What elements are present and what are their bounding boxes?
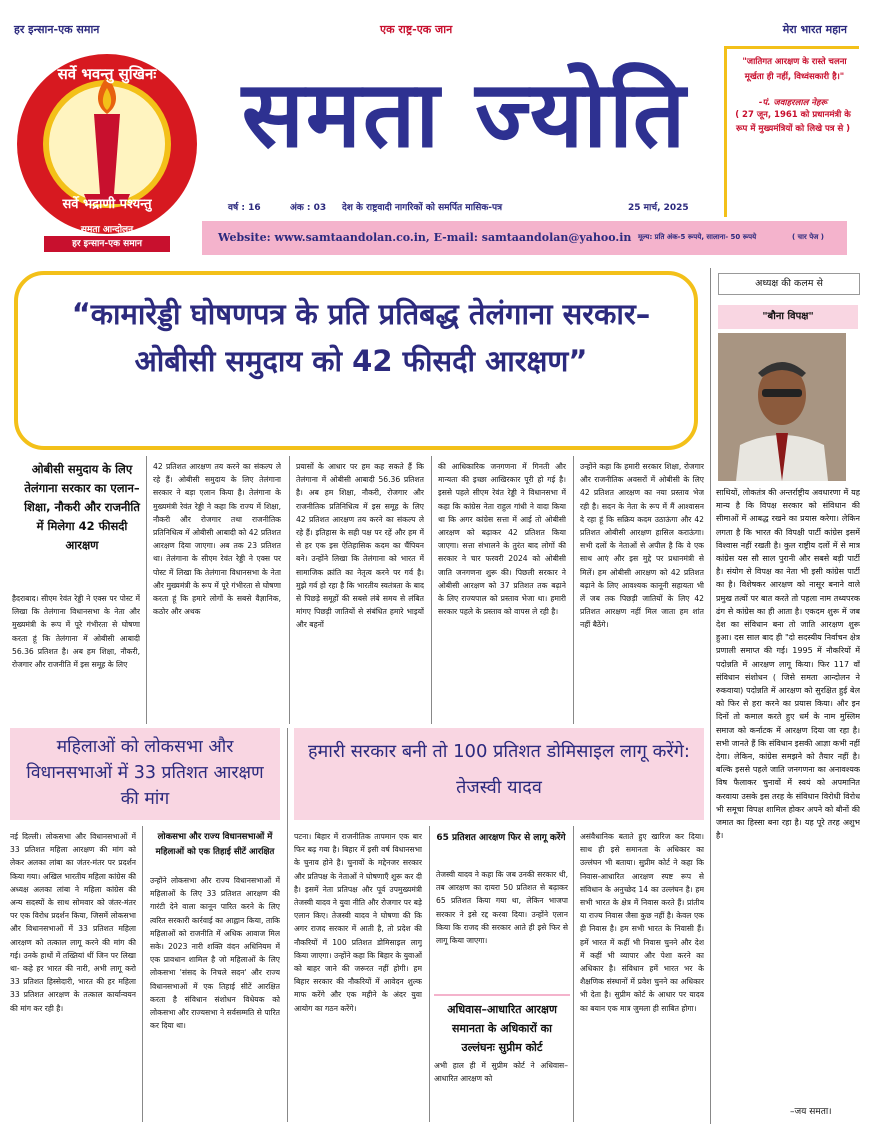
tejashwi-col-2-heading: 65 प्रतिशत आरक्षण फिर से लागू करेंगे [436, 833, 566, 843]
logo-org: समता आन्दोलन [80, 225, 134, 235]
logo-bottom-text: सर्वे भद्राणी पश्यन्तु [62, 197, 152, 212]
editorial-header: अध्यक्ष की कलम से [718, 273, 860, 295]
issue-year: वर्ष : 16 [228, 203, 261, 213]
lead-col-1: हैदराबाद। सीएम रेवंत रेड्डी ने एक्स पर पोस्ट में लिखा कि तेलंगाना विधानसभा के नेता और मुख्यमंत्री के रूप में पूरे गंभीरता से घोषणा करता हूं कि तेलंगाना में ओबीसी आबादी 56.36 प्रतिशत है। अब हम शिक्षा, नौकरी, रोजगार और राजनीति में इस समूह के लिए [12, 594, 140, 670]
tejashwi-col-2: तेजस्वी यादव ने कहा कि जब उनकी सरकार थी, तब आरक्षण का दायरा 50 प्रतिशत से बढ़ाकर 65 प्रतिशत किया गया था, लेकिन भाजपा सरकार ने इसे रद्द करवा दिया। उन्होंने एलान किया कि राजद की सरकार आते ही इसे फिर से लागू किया जाएगा। [436, 870, 568, 946]
domicile-box [434, 994, 570, 1122]
top-center-slogan: एक राष्ट्र-एक जान [380, 23, 453, 36]
lead-subhead: ओबीसी समुदाय के लिए तेलंगाना सरकार का एलान– शिक्षा, नौकरी और राजनीति में मिलेगा 42 फीसदी आरक्षण [24, 462, 140, 552]
lead-col-2: 42 प्रतिशत आरक्षण तय करने का संकल्प ले रहे हैं। ओबीसी समुदाय के लिए तेलंगाना सरकार ने बड़ा एलान किया है। तेलंगाना के मुख्यमंत्री रेवंत रेड्डी ने कहा कि राज्य में शिक्षा, नौकरी और रोजगार तथा राजनीतिक प्रतिनिधित्व में ओबीसी आबादी को 42 प्रतिशत आरक्षण दिया जाएगा। अब तक 23 प्रतिशत था। तेलंगाना के सीएम रेवंत रेड्डी ने एक्स पर पोस्ट में लिखा कि तेलंगाना विधानसभा के नेता और मुख्यमंत्री के रूप में पूरे गंभीरता से घोषणा करता हूं कि हमारे लोगों के सबसे वैज्ञानिक, कठोर और अथक [153, 462, 281, 617]
quote-text: "जातिगत आरक्षण के रास्ते चलना मूर्खता ही नहीं, विध्वंसकारी है।" [742, 57, 847, 82]
nehru-quote-box [724, 46, 859, 217]
website-contact: Website: www.samtaandolan.co.in, E-mail: samtaandolan@yahoo.in [218, 231, 632, 244]
masthead-title: समता ज्योति [241, 60, 688, 168]
lead-col-5: उन्होंने कहा कि हमारी सरकार शिक्षा, रोजगार और राजनीतिक अवसरों में ओबीसी के लिए 42 प्रतिशत आरक्षण का नया प्रस्ताव भेज रही है। सदन के नेता के रूप में मैं आश्वासन दे रहा हूं कि सक्रिय कदम उठाऊंगा और 42 प्रतिशत ओबीसी आरक्षण हासिल कराऊंगा। सभी दलों के नेताओं से अपील है कि वे एक साथ आएं और इस मुद्दे पर प्रधानमंत्री से मिलें। हम ओबीसी आरक्षण को 42 प्रतिशत बढ़ाने के लिए आवश्यक कानूनी सहायता भी लें जब तक पिछड़ी जातियों के लिए 42 प्रतिशत आरक्षण नहीं मिल जाता हम शांत नहीं बैठेंगे। [580, 462, 704, 630]
issue-number: अंक : 03 [290, 203, 327, 213]
quote-context: ( 27 जून, 1961 को प्रधानमंत्री के रूप में मुख्यमंत्रियों को लिखे पत्र से ) [735, 110, 851, 134]
lead-col-3: प्रयासों के आधार पर हम कह सकते हैं कि तेलंगाना में ओबीसी आबादी 56.36 प्रतिशत है। अब हम शिक्षा, नौकरी, रोजगार और राजनीतिक प्रतिनिधित्व में इस समूह के लिए 42 प्रतिशत आरक्षण तय करने का संकल्प ले रहे हैं। इतिहास के सही पक्ष पर रहें और हम में से हर एक इस ऐतिहासिक कदम का चैंपियन बने। उन्होंने लिखा कि तेलंगाना को भारत में सामाजिक क्रांति का नेतृत्व करने पर गर्व है। मुझे गर्व हो रहा है कि भारतीय स्वतंत्रता के बाद से पिछड़े समूहों की सबसे लंबे समय से लंबित मांगए पिछड़ी जातियों से संबंधित हमारे भाइयों और बहनों [296, 462, 424, 630]
women-headline-box [10, 728, 280, 820]
tejashwi-col-1: पटना। बिहार में राजनीतिक तापमान एक बार फिर बढ़ गया है। बिहार में इसी वर्ष विधानसभा के चुनाव होने है। चुनावों के मद्देनजर सरकार और प्रतिपक्ष के नेताओं ने घोषणाएँ शुरू कर दी है। इसमें नेता प्रतिपक्ष और पूर्व उपमुख्यमंत्री तेजस्वी यादव ने युवा नीति और रोजगार पर बड़े एलान किए। तेजस्वी यादव ने घोषणा की कि अगर राजद सरकार में आती है, तो प्रदेश की नौकरियों में 100 प्रतिशत डोमिसाइल लागू किया जाएगा। उन्होंने कहा कि बिहार के युवाओं को बाहर जाने की जरूरत नहीं होगी। हम बिहार सरकार की नौकरियों में आवेदन शुल्क माफ करेंगे और एक महीने के अंदर युवा आयोग का गठन करेंगे। [294, 832, 422, 1013]
editorial-sign: –जय समता। [790, 1107, 832, 1117]
masthead-description: देश के राष्ट्रवादी नागरिकों को समर्पित मासिक-पत्र [342, 203, 503, 213]
lead-headline-box [14, 271, 698, 450]
price-info: मूल्य: प्रति अंक-5 रूपये, सालाना- 50 रूपये [638, 233, 757, 241]
women-col-1: नई दिल्ली। लोकसभा और विधानसभाओं में 33 प्रतिशत महिला आरक्षण की मांग को लेकर अलका लांबा का जंतर-मंतर पर प्रदर्शन किया गया। अखिल भारतीय महिला कांग्रेस की अध्यक्ष अलका लांबा ने महिला कांग्रेस की अन्य सदस्यों के साथ सोमवार को जंतर-मंतर पर एक विरोध प्रदर्शन किया, जिसमें लोकसभा और विधानसभाओं में 33 प्रतिशत महिला आरक्षण को तत्काल लागू करने की मांग की गई। उनके हाथों में तख्तियां थीं जिन पर लिखा था- कहे हर भारत की नारी, अभी लागू करो 33 प्रतिशत हिस्सेदारी, भारत की हर महिला 33 प्रतिशत आरक्षण के तत्काल कार्यान्वयन की मांग कर रही है। [10, 832, 136, 1013]
logo-tagline: हर इन्सान-एक समान [44, 236, 170, 252]
women-col-2: उन्होंने लोकसभा और राज्य विधानसभाओं में महिलाओं के लिए 33 प्रतिशत आरक्षण की गारंटी देने वाला कानून पारित करने के लिए त्वरित सरकारी कार्रवाई का आह्वान किया, ताकि महिलाओं को राजनीति में अधिक आवाज मिल सके। 2023 नारी शक्ति वंदन अधिनियम में एक प्रावधान शामिल है जो महिलाओं के लिए लोकसभा 'संसद के निचले सदन' और राज्य विधानसभाओं में एक तिहाई सीटें आरक्षित करता है संविधान संशोधन विधेयक को लोकसभा और राज्यसभा ने सर्वसम्मति से पारित कर दिया था। [150, 876, 280, 1031]
logo [14, 44, 200, 256]
page-count: ( चार पेज ) [792, 233, 825, 241]
top-right-slogan: मेरा भारत महान [782, 23, 847, 36]
logo-top-text: सर्वे भवन्तु सुखिनः [57, 65, 157, 83]
website-bar [202, 221, 847, 255]
lead-headline: “कामारेड्डी घोषणपत्र के प्रति प्रतिबद्ध तेलंगाना सरकार– ओबीसी समुदाय को 42 फीसदी आरक्षण” [71, 297, 651, 378]
top-left-slogan: हर इन्सान-एक समान [14, 23, 100, 36]
tejashwi-headline-box [294, 728, 704, 820]
editor-photo [718, 333, 846, 481]
editor-portrait [718, 333, 846, 481]
tejashwi-headline: हमारी सरकार बनी तो 100 प्रतिशत डोमिसाइल लागू करेंगे: तेजस्वी यादव [307, 741, 690, 798]
tejashwi-col-3: असंवैधानिक बताते हुए खारिज कर दिया। साथ ही इसे समानता के अधिकार का उल्लंघन भी बताया। सुप्रीम कोर्ट ने कहा कि निवास-आधारित आरक्षण स्पष्ट रूप से संविधान के अनुच्छेद 14 का उल्लंघन है। हम सभी भारत के क्षेत्र में निवास करते हैं। प्रांतीय या राज्य निवास जैसा कुछ नहीं है। केवल एक ही निवास है। हम सभी भारत के निवासी हैं। हमें भारत में कहीं भी निवास चुनने और देश में कहीं भी व्यापार और पेशा करने का अधिकार है। संविधान हमें भारत भर के शैक्षणिक संस्थानों में प्रवेश चुनने का अधिकार भी देता है। सुप्रीम कोर्ट के आधार पर यादव का बयान एक मात्र जुमला ही साबित होगा। [580, 832, 704, 1013]
domicile-headline: अधिवास–आधारित आरक्षण समानता के अधिकारों का उल्लंघनः सुप्रीम कोर्ट [447, 1003, 557, 1054]
quote-author: -पं. जवाहरलाल नेहरू [758, 98, 828, 108]
women-col-2-heading: लोकसभा और राज्य विधानसभाओं में महिलाओं को एक तिहाई सीटें आरक्षित [155, 832, 275, 857]
lead-col-4: की आधिकारिक जनगणना में गिनती और मान्यता की इच्छा आखिरकार पूरी हो गई है। इससे पहले सीएम रेवंत रेड्डी ने विधानसभा में कहा कि कांग्रेस नेता राहुल गांधी ने वादा किया था कि अगर कांग्रेस सत्ता में आई तो ओबीसी आरक्षण को बढ़ाकर 42 प्रतिशत किया जाएगा। सत्ता संभालने के तुरंत बाद लोगों की सरकार ने चार फरवरी 2024 को ओबीसी जाति जनगणना शुरू की। पिछली सरकार ने ओबीसी आरक्षण को 37 प्रतिशत तक बढ़ाने के लिए राज्यपाल को प्रस्ताव भेजा था। हमारी सरकार पहले के प्रस्ताव को वापस ले रही है। [438, 462, 566, 617]
editorial-text: साथियों, लोकतंत्र की अन्तर्राष्ट्रीय अवधारणा में यह मान्य है कि विपक्ष सरकार को संविधान की सीमाओं में आबद्ध रखने का प्रयास करेगा। लेकिन लगता है कि भारत की विपक्षी पार्टी कांग्रेस इसमें विश्वास नहीं रखती है। कुल राष्ट्रीय दलों में से मात्र कांग्रेस यस सौ साल पुरानी और सबसे बड़ी पार्टी है। संयोग से विपक्ष का नेता भी इसी कांग्रेस पार्टी का है। विशेषकर आरक्षण को नासूर बनाने वाले प्रमुख तत्वों पर बात करते तो पहला नाम तथ्यपरक ढंग से कांग्रेस का ही आता है। एकदम शुरू में जब देश का संविधान बना तो जाति आरक्षण शुरू हुआ। दस साल बाद ही "दो सदस्यीय निर्वाचन क्षेत्र प्रणाली समाप्त की गई। 1995 में नौकरियों में पदोन्नति में आरक्षण लागू किया। फिर 117 वाँ संविधान संशोधन ( जिसे समता आन्दोलन ने रुकवाया) पदोन्नति में आरक्षण को सुरक्षित हुई बेल को फिर से हरा करने का प्रयास किया। और इन दिनों तो कमाल करते हुए धर्म के नाम मुस्लिम समाज को कर्नाटक में आरक्षण दिया जा रहा है। सभी जानते हैं कि संविधान इसकी आज्ञा कभी नहीं देगा। लेकिन, कांग्रेस समझने को तैयार नहीं है। बल्कि इससे पहले जाति जनगणना का अनावश्यक विष फैलाकर चुनावों में स्वयं को अपमानित करवाया उसके इस तरह के संविधान विरोधी विरोध भी समूचा विपक्ष शामिल होकर अपने को बौनों की जमात का हिस्सा बना रहा है। यह पूरे तरह अशुभ है। [716, 488, 860, 841]
domicile-text: अभी हाल ही में सुप्रीम कोर्ट ने अधिवास–आधारित आरक्षण को [434, 1061, 568, 1084]
editorial-title: "बौना विपक्ष" [718, 305, 858, 329]
issue-date: 25 मार्च, 2025 [628, 203, 689, 213]
women-headline: महिलाओं को लोकसभा और विधानसभाओं में 33 प्रतिशत आरक्षण की मांग [26, 737, 264, 809]
